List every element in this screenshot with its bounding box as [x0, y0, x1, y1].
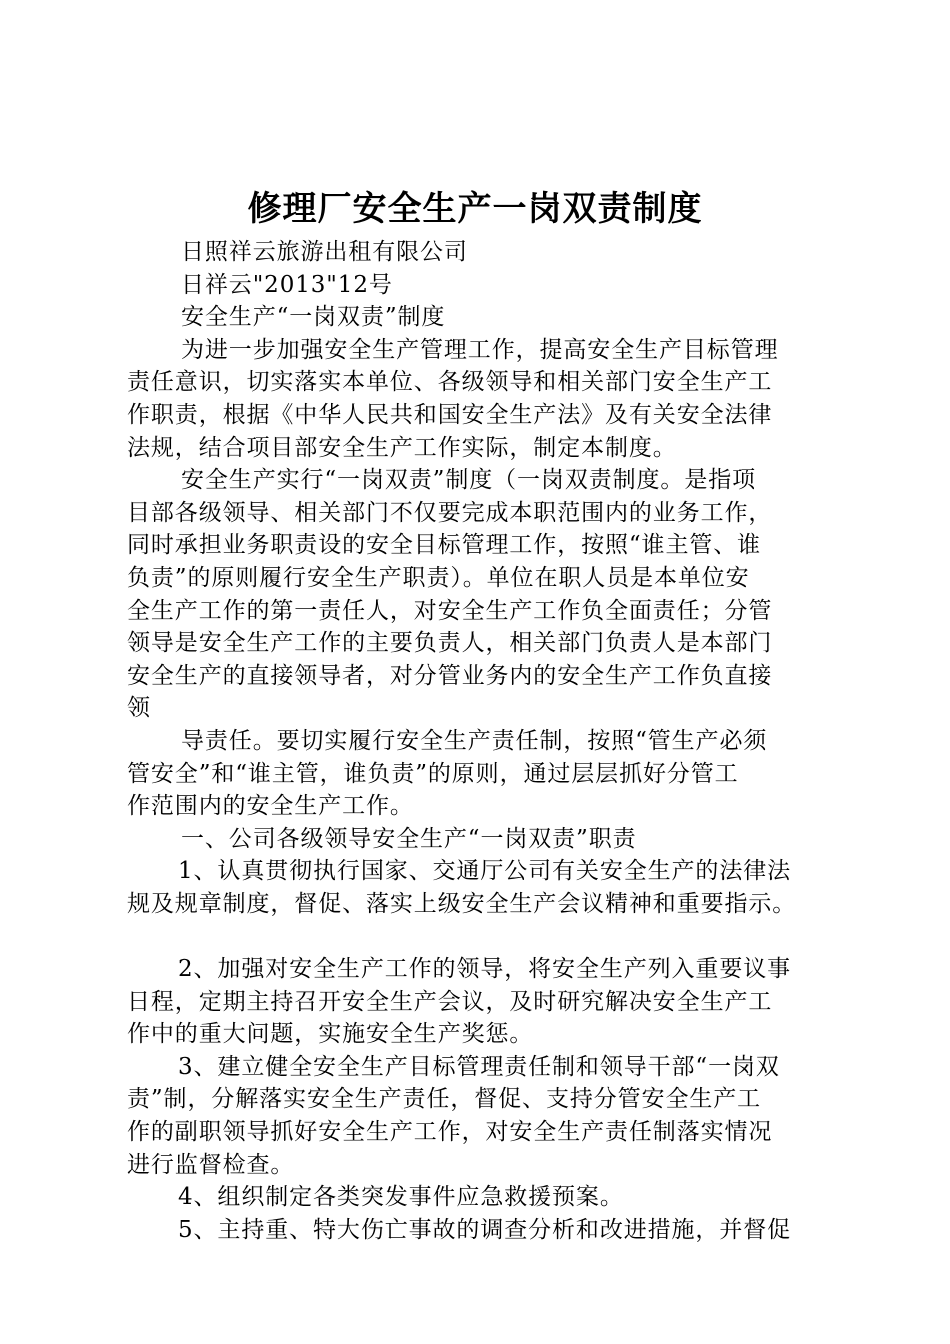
paragraph-line: 作的副职领导抓好安全生产工作，对安全生产责任制落实情况: [127, 1119, 773, 1146]
paragraph-line: 5、主持重、特大伤亡事故的调查分析和改进措施，并督促: [178, 1216, 792, 1243]
paragraph-line: 1、认真贯彻执行国家、交通厅公司有关安全生产的法律法: [178, 858, 792, 885]
company-name: 日照祥云旅游出租有限公司: [181, 239, 468, 265]
list-item-2: [127, 953, 847, 1051]
paragraph-line: 安全生产的直接领导者，对分管业务内的安全生产工作负直接: [127, 662, 773, 689]
paragraph-line: 3、建立健全安全生产目标管理责任制和领导干部“一岗双: [178, 1053, 780, 1080]
blank-line: [127, 920, 847, 953]
paragraph-line: 法规，结合项目部安全生产工作实际，制定本制度。: [127, 434, 677, 461]
list-item-3: [127, 1051, 847, 1181]
document-number: 日祥云"2013"12号: [181, 271, 393, 298]
paragraph-line: 安全生产实行“一岗双责”制度（一岗双责制度。是指项: [181, 467, 757, 494]
paragraph-line: 2、加强对安全生产工作的领导，将安全生产列入重要议事: [178, 956, 792, 983]
paragraph-line: 责任意识，切实落实本单位、各级领导和相关部门安全生产工: [127, 369, 773, 396]
section-heading-line: 一、公司各级领导安全生产“一岗双责”职责: [181, 825, 637, 852]
paragraph-line: 责”制，分解落实安全生产责任，督促、支持分管安全生产工: [127, 1086, 762, 1113]
document-title: 修理厂安全生产一岗双责制度: [247, 189, 703, 229]
document-subtitle: 安全生产“一岗双责”制度: [181, 304, 446, 331]
list-item-5: [127, 1214, 847, 1247]
document-body: [127, 236, 847, 1246]
section-heading: [127, 823, 847, 856]
paragraph-line: 日程，定期主持召开安全生产会议，及时研究解决安全生产工: [127, 988, 773, 1015]
paragraph-line: 管安全”和“谁主管，谁负责”的原则，通过层层抓好分管工: [127, 760, 739, 787]
list-item-4: [127, 1181, 847, 1214]
paragraph-line: 负责”的原则履行安全生产职责）。单位在职人员是本单位安: [127, 564, 750, 591]
paragraph-line: 导责任。要切实履行安全生产责任制，按照“管生产必须: [181, 727, 768, 754]
paragraph-line: 4、组织制定各类突发事件应急救援预案。: [178, 1184, 624, 1211]
paragraph-line: 作范围内的安全生产工作。: [127, 793, 414, 820]
list-item-1: [127, 855, 847, 920]
paragraph-line: 作中的重大问题，实施安全生产奖惩。: [127, 1021, 534, 1048]
paragraph-responsibility: [127, 725, 847, 823]
paragraph-definition: [127, 464, 847, 725]
paragraph-line: 领: [127, 695, 151, 722]
paragraph-line: 进行监督检查。: [127, 1151, 295, 1178]
paragraph-purpose: [127, 334, 847, 464]
paragraph-line: 目部各级领导、相关部门不仅要完成本职范围内的业务工作，: [127, 499, 773, 526]
paragraph-line: 规及规章制度，督促、落实上级安全生产会议精神和重要指示。: [127, 890, 797, 917]
paragraph-line: 全生产工作的第一责任人，对安全生产工作负全面责任；分管: [127, 597, 773, 624]
paragraph-line: 作职责，根据《中华人民共和国安全生产法》及有关安全法律: [127, 401, 773, 428]
paragraph-line: 为进一步加强安全生产管理工作，提高安全生产目标管理: [181, 336, 779, 363]
paragraph-line: 领导是安全生产工作的主要负责人，相关部门负责人是本部门: [127, 630, 773, 657]
paragraph-line: 同时承担业务职责设的安全目标管理工作，按照“谁主管、谁: [127, 532, 762, 559]
